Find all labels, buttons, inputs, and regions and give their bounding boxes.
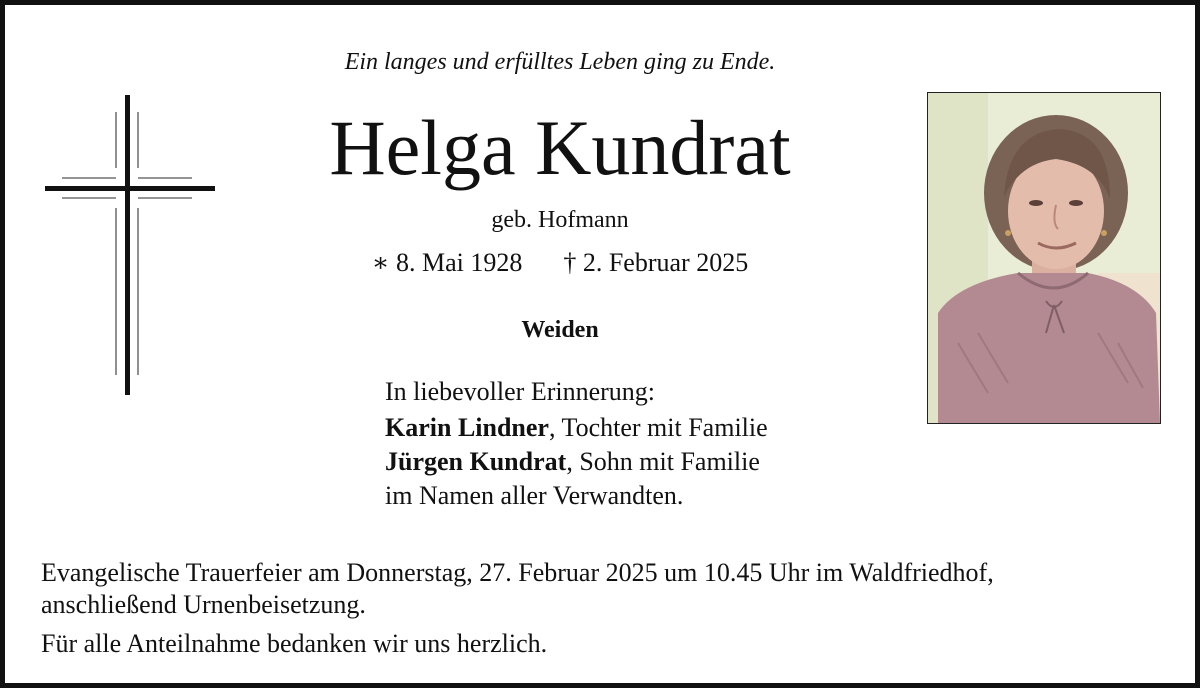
death-date: 2. Februar 2025 [582, 248, 749, 277]
mourner-line [385, 445, 768, 479]
service-line: Evangelische Trauerfeier am Donnerstag, 27. Februar 2025 um 10.45 Uhr im Waldfriedhof, [41, 558, 994, 587]
portrait-photo [927, 92, 1161, 424]
service-info [41, 557, 1171, 621]
portrait-illustration [928, 93, 1160, 423]
mourner-relation: , Sohn mit Familie [566, 447, 760, 476]
death-symbol: † [563, 248, 577, 277]
christian-cross-icon [40, 90, 220, 400]
mourner-relation: , Tochter mit Familie [548, 413, 768, 442]
maiden-name: geb. Hofmann [491, 207, 629, 233]
deceased-name: Helga Kundrat [329, 104, 791, 191]
memorial-intro: In liebevoller Erinnerung: [385, 377, 656, 406]
mourner-line [385, 411, 768, 445]
mourner-name: Karin Lindner [385, 413, 549, 442]
service-line: anschließend Urnenbeisetzung. [41, 590, 366, 619]
motto: Ein langes und erfülltes Leben ging zu Ende. [344, 49, 776, 75]
mourners-block [385, 375, 768, 513]
on-behalf-line: im Namen aller Verwandten. [385, 481, 684, 510]
birth-date: 8. Mai 1928 [395, 248, 523, 277]
mourner-name: Jürgen Kundrat [385, 447, 567, 476]
place: Weiden [521, 317, 599, 343]
thanks-line: Für alle Anteilnahme bedanken wir uns herzlich. [41, 629, 548, 658]
birth-symbol: ∗ [371, 248, 390, 277]
